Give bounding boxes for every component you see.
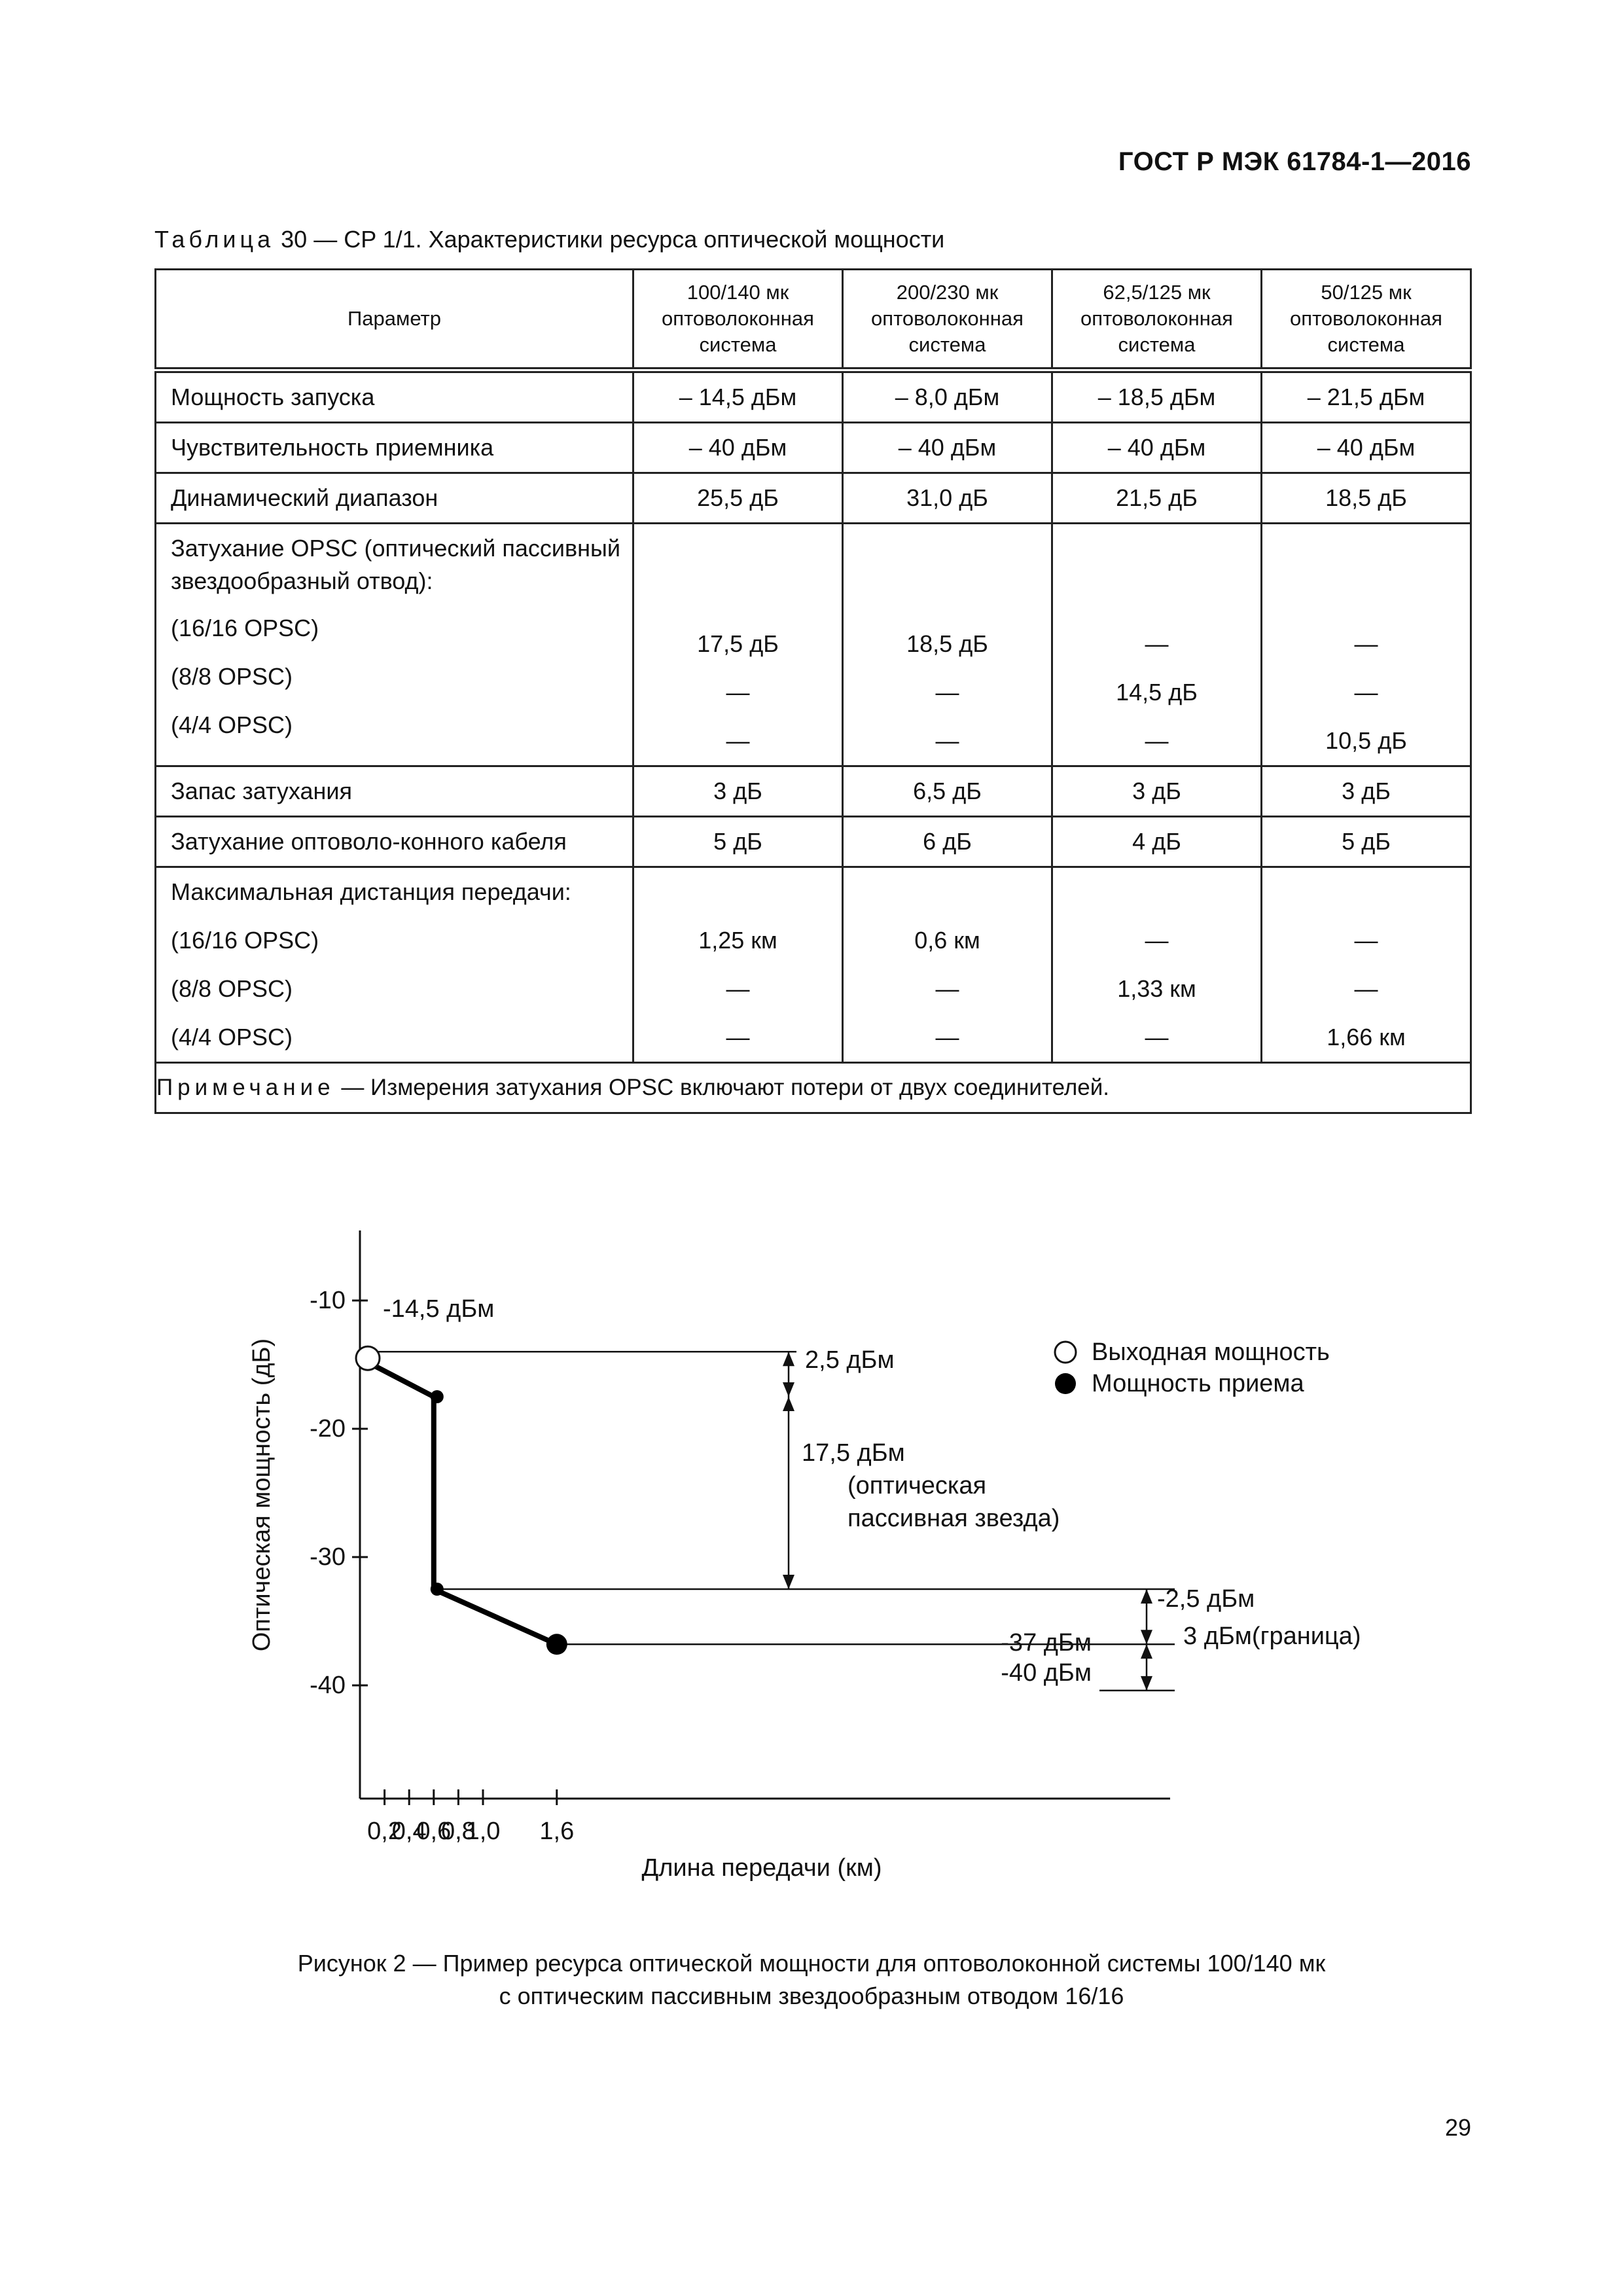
param-line: (16/16 OPSC)	[171, 615, 319, 641]
arrowhead	[783, 1575, 794, 1589]
value-line: – 14,5 дБм	[679, 384, 797, 410]
value-line: —	[726, 727, 750, 754]
x-tick-label: 0,8	[440, 1818, 476, 1845]
value-line: 3 дБ	[1132, 778, 1181, 804]
column-header: 62,5/125 мк оптоволоконная система	[1052, 270, 1262, 370]
value-line: 6,5 дБ	[913, 778, 982, 804]
y-tick-label: -40	[310, 1672, 346, 1699]
label-sensitivity: -40 дБм	[1001, 1659, 1092, 1687]
value-line: 1,33 км	[1117, 975, 1196, 1002]
label-received-power: -37 дБм	[1001, 1629, 1092, 1657]
value-line: 1,66 км	[1327, 1024, 1406, 1050]
value-line: —	[935, 727, 959, 754]
column-header: 200/230 мк оптоволоконная система	[843, 270, 1052, 370]
note-text: — Измерения затухания OPSC включают потери от двух соединителей.	[334, 1075, 1110, 1100]
x-tick-label: 1,6	[539, 1818, 575, 1845]
x-tick-label: 0,2	[367, 1818, 402, 1845]
legend-open-marker	[1055, 1342, 1076, 1363]
param-line: Запас затухания	[171, 778, 353, 804]
document-code: ГОСТ Р МЭК 61784-1—2016	[1118, 147, 1471, 176]
param-line: (8/8 OPSC)	[171, 663, 293, 690]
value-line: —	[1145, 630, 1169, 657]
param-line: Мощность запуска	[171, 384, 375, 410]
power-line	[360, 1358, 557, 1644]
value-line: —	[1354, 679, 1378, 706]
value-line: —	[1145, 1024, 1169, 1050]
arrowhead	[783, 1352, 794, 1366]
y-tick-label: -30	[310, 1543, 346, 1571]
param-line: Затухание OPSC (оптический пассивный звездообразный отвод):	[171, 535, 620, 594]
value-line: —	[1354, 630, 1378, 657]
param-line: (16/16 OPSC)	[171, 927, 319, 954]
value-line: 14,5 дБ	[1116, 679, 1198, 706]
received-power-marker	[546, 1634, 567, 1655]
chart-legend	[1055, 1338, 1330, 1397]
arrowhead	[1141, 1676, 1152, 1691]
value-line: 21,5 дБ	[1116, 484, 1198, 511]
output-power-marker	[356, 1346, 380, 1370]
legend-label-output: Выходная мощность	[1092, 1338, 1330, 1366]
value-line: —	[1145, 727, 1169, 754]
arrowhead	[1141, 1630, 1152, 1644]
value-line: – 40 дБм	[688, 434, 787, 461]
param-line: (8/8 OPSC)	[171, 975, 293, 1002]
x-axis-title: Длина передачи (км)	[641, 1854, 882, 1882]
value-line: – 40 дБм	[1317, 434, 1416, 461]
column-header: 50/125 мк оптоволоконная система	[1262, 270, 1471, 370]
label-start-power: -14,5 дБм	[383, 1295, 495, 1323]
vertex-marker	[431, 1390, 444, 1403]
label-star-loss: 17,5 дБм	[802, 1439, 905, 1467]
label-cable-loss-2: -2,5 дБм	[1157, 1585, 1255, 1613]
value-line: – 8,0 дБм	[895, 384, 1000, 410]
figure-caption-line-2: с оптическим пассивным звездообразным отводом 16/16	[499, 1982, 1124, 2009]
param-line: Чувствительность приемника	[171, 434, 494, 461]
vertex-marker	[431, 1583, 444, 1596]
value-line: 3 дБ	[713, 778, 762, 804]
x-tick-label: 0,6	[416, 1818, 452, 1845]
label-margin: 3 дБм(граница)	[1183, 1623, 1361, 1650]
value-line: 17,5 дБ	[697, 630, 779, 657]
value-line: —	[935, 1024, 959, 1050]
param-line: Затухание оптоволо-конного кабеля	[171, 828, 567, 855]
x-tick-label: 1,0	[465, 1818, 501, 1845]
value-line: —	[726, 1024, 750, 1050]
value-line: —	[726, 679, 750, 706]
label-cable-loss-1: 2,5 дБм	[805, 1346, 895, 1374]
value-line: —	[1145, 927, 1169, 954]
arrowhead	[783, 1397, 794, 1411]
arrowhead	[1141, 1644, 1152, 1659]
x-tick-label: 0,4	[391, 1818, 427, 1845]
y-axis-title: Оптическая мощность (дБ)	[248, 1338, 276, 1652]
page-number: 29	[1444, 2114, 1471, 2141]
y-tick-label: -20	[310, 1415, 346, 1443]
figure-caption-line-1: Рисунок 2 — Пример ресурса оптической мощности для оптоволоконной системы 100/140 мк	[297, 1950, 1326, 1977]
value-line: 5 дБ	[1342, 828, 1391, 855]
column-header: 100/140 мк оптоволоконная система	[633, 270, 843, 370]
legend-filled-marker	[1055, 1373, 1076, 1394]
value-line: – 18,5 дБм	[1097, 384, 1216, 410]
value-line: 31,0 дБ	[906, 484, 988, 511]
value-line: 1,25 км	[698, 927, 777, 954]
value-line: – 40 дБм	[1107, 434, 1206, 461]
param-line: (4/4 OPSC)	[171, 711, 293, 738]
value-line: 18,5 дБ	[1325, 484, 1407, 511]
value-line: 10,5 дБ	[1325, 727, 1407, 754]
arrowhead	[1141, 1589, 1152, 1604]
value-line: —	[935, 975, 959, 1002]
label-star-name: (оптическая	[847, 1472, 987, 1499]
column-header: Параметр	[156, 270, 633, 370]
y-tick-label: -10	[310, 1287, 346, 1314]
value-line: 6 дБ	[923, 828, 972, 855]
table-caption-prefix: Таблица	[154, 226, 275, 253]
value-line: 4 дБ	[1132, 828, 1181, 855]
arrowhead	[783, 1382, 794, 1397]
chart-series	[356, 1346, 567, 1655]
value-line: 25,5 дБ	[697, 484, 779, 511]
value-line: —	[1354, 927, 1378, 954]
value-line: —	[935, 679, 959, 706]
value-line: – 21,5 дБм	[1307, 384, 1425, 410]
table-caption-text: 30 — CP 1/1. Характеристики ресурса оптической мощности	[274, 226, 945, 253]
value-line: 0,6 км	[914, 927, 980, 954]
param-line: (4/4 OPSC)	[171, 1024, 293, 1050]
value-line: 3 дБ	[1342, 778, 1391, 804]
value-line: 18,5 дБ	[906, 630, 988, 657]
value-line: – 40 дБм	[898, 434, 997, 461]
param-line: Максимальная дистанция передачи:	[171, 878, 571, 905]
legend-label-received: Мощность приема	[1092, 1370, 1304, 1397]
value-line: 5 дБ	[713, 828, 762, 855]
param-line: Динамический диапазон	[171, 484, 438, 511]
value-line: —	[726, 975, 750, 1002]
note-prefix: Примечание	[156, 1075, 335, 1100]
label-star-name: пассивная звезда)	[847, 1505, 1060, 1532]
figure-caption	[0, 1947, 1623, 2013]
chart-ticks	[310, 1287, 574, 1845]
value-line: —	[1354, 975, 1378, 1002]
